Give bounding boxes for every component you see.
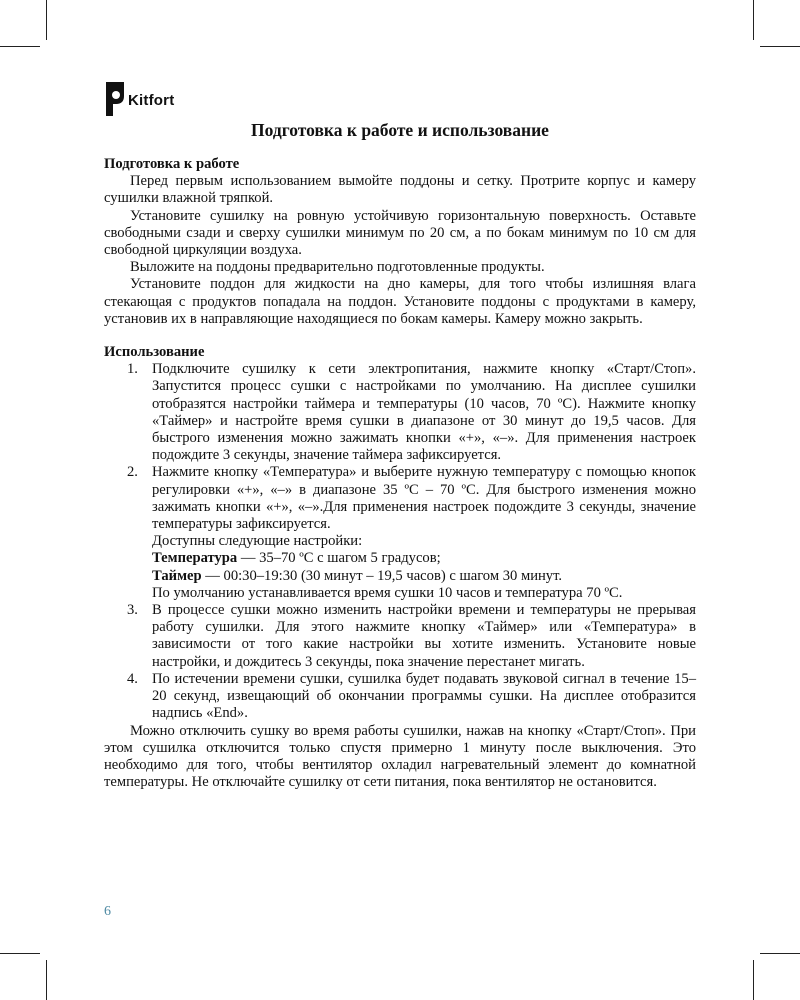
crop-mark bbox=[753, 0, 754, 40]
setting-timer bbox=[152, 568, 696, 585]
step-text: Нажмите кнопку «Температура» и выберите нужную температуру с помощью кнопок регулировки «+», «–» в диапазоне 35 ºC – 70 ºC. Для быстрого изменения можно зажимать кнопки «+», «–».Для применения настроек подождите 3 секунды, значение температуры зафиксируется. bbox=[152, 464, 696, 533]
paragraph: Установите сушилку на ровную устойчивую горизонтальную поверхность. Оставьте свободными сзади и сверху сушилки минимум по 20 см, а по бокам минимум по 10 см для свободной циркуляции воздуха. bbox=[104, 207, 696, 259]
step-text: В процессе сушки можно изменить настройки времени и температуры не прерывая работу сушилки. Для этого нажмите кнопку «Таймер» или «Температура» в зависимости от того какие настройки вы хотите изменить. Установите новые настройки, и дождитесь 3 секунды, пока значение перестанет мигать. bbox=[152, 602, 696, 670]
step-text: По истечении времени сушки, сушилка будет подавать звуковой сигнал в течение 15–20 секунд, извещающий об окончании программы сушки. На дисплее отобразится надпись «End». bbox=[152, 670, 696, 722]
setting-value: — 00:30–19:30 (30 минут – 19,5 часов) с шагом 30 минут. bbox=[201, 567, 563, 584]
setting-label: Таймер bbox=[152, 567, 202, 584]
crop-mark bbox=[46, 960, 47, 1000]
section-heading-prep: Подготовка к работе bbox=[104, 156, 240, 172]
step-number: 2. bbox=[127, 464, 138, 481]
crop-mark bbox=[760, 953, 800, 954]
list-item bbox=[104, 671, 696, 723]
crop-mark bbox=[0, 953, 40, 954]
step-text: Подключите сушилку к сети электропитания, нажмите кнопку «Старт/Стоп». Запустится процесс сушки с настройками по умолчанию. На дисплее сушилки отобразятся настройки таймера и температуры (10 часов, 70 ºC). Нажмите кнопку «Таймер» и настройте время сушки в диапазоне от 30 минут до 19,5 часов. Для быстрого изменения можно зажимать кнопки «+», «–». Для применения настроек подождите 3 секунды, значение таймера зафиксируется. bbox=[152, 361, 696, 464]
page-number: 6 bbox=[104, 904, 111, 919]
usage-steps-list bbox=[104, 361, 696, 722]
crop-mark bbox=[46, 0, 47, 40]
list-item bbox=[104, 464, 696, 602]
paragraph: Перед первым использованием вымойте поддоны и сетку. Протрите корпус и камеру сушилки влажной тряпкой. bbox=[104, 173, 696, 207]
page-title: Подготовка к работе и использование bbox=[251, 120, 549, 140]
settings-default: По умолчанию устанавливается время сушки 10 часов и температура 70 ºC. bbox=[152, 584, 623, 601]
crop-mark bbox=[753, 960, 754, 1000]
setting-label: Температура bbox=[152, 550, 238, 567]
closing-paragraph: Можно отключить сушку во время работы сушилки, нажав на кнопку «Старт/Стоп». При этом сушилка отключится только спустя примерно 1 минуту после выключения. Это необходимо для того, чтобы вентилятор охладил нагревательный элемент до комнатной температуры. Не отключайте сушилку от сети питания, пока вентилятор не остановится. bbox=[104, 722, 696, 791]
settings-intro: Доступны следующие настройки: bbox=[152, 533, 363, 550]
paragraph: Установите поддон для жидкости на дно камеры, для того чтобы излишняя влага стекающая с продуктов попадала на поддон. Установите поддоны с продуктами в камеру, установив их в направляющие находящиеся по бокам камеры. Камеру можно закрыть. bbox=[104, 276, 696, 327]
paragraph: Выложите на поддоны предварительно подготовленные продукты. bbox=[130, 259, 545, 276]
section-heading-usage: Использование bbox=[104, 344, 205, 361]
step-number: 1. bbox=[127, 361, 138, 378]
brand-name: Kitfort bbox=[128, 92, 175, 109]
step-number: 3. bbox=[127, 602, 138, 619]
document-body bbox=[104, 156, 696, 791]
step-number: 4. bbox=[127, 670, 138, 687]
kitfort-logo-icon bbox=[104, 82, 126, 116]
list-item bbox=[104, 361, 696, 464]
setting-temperature bbox=[152, 550, 696, 567]
crop-mark bbox=[0, 46, 40, 47]
list-item bbox=[104, 602, 696, 671]
setting-value: — 35–70 ºC с шагом 5 градусов; bbox=[237, 550, 441, 567]
crop-mark bbox=[760, 46, 800, 47]
